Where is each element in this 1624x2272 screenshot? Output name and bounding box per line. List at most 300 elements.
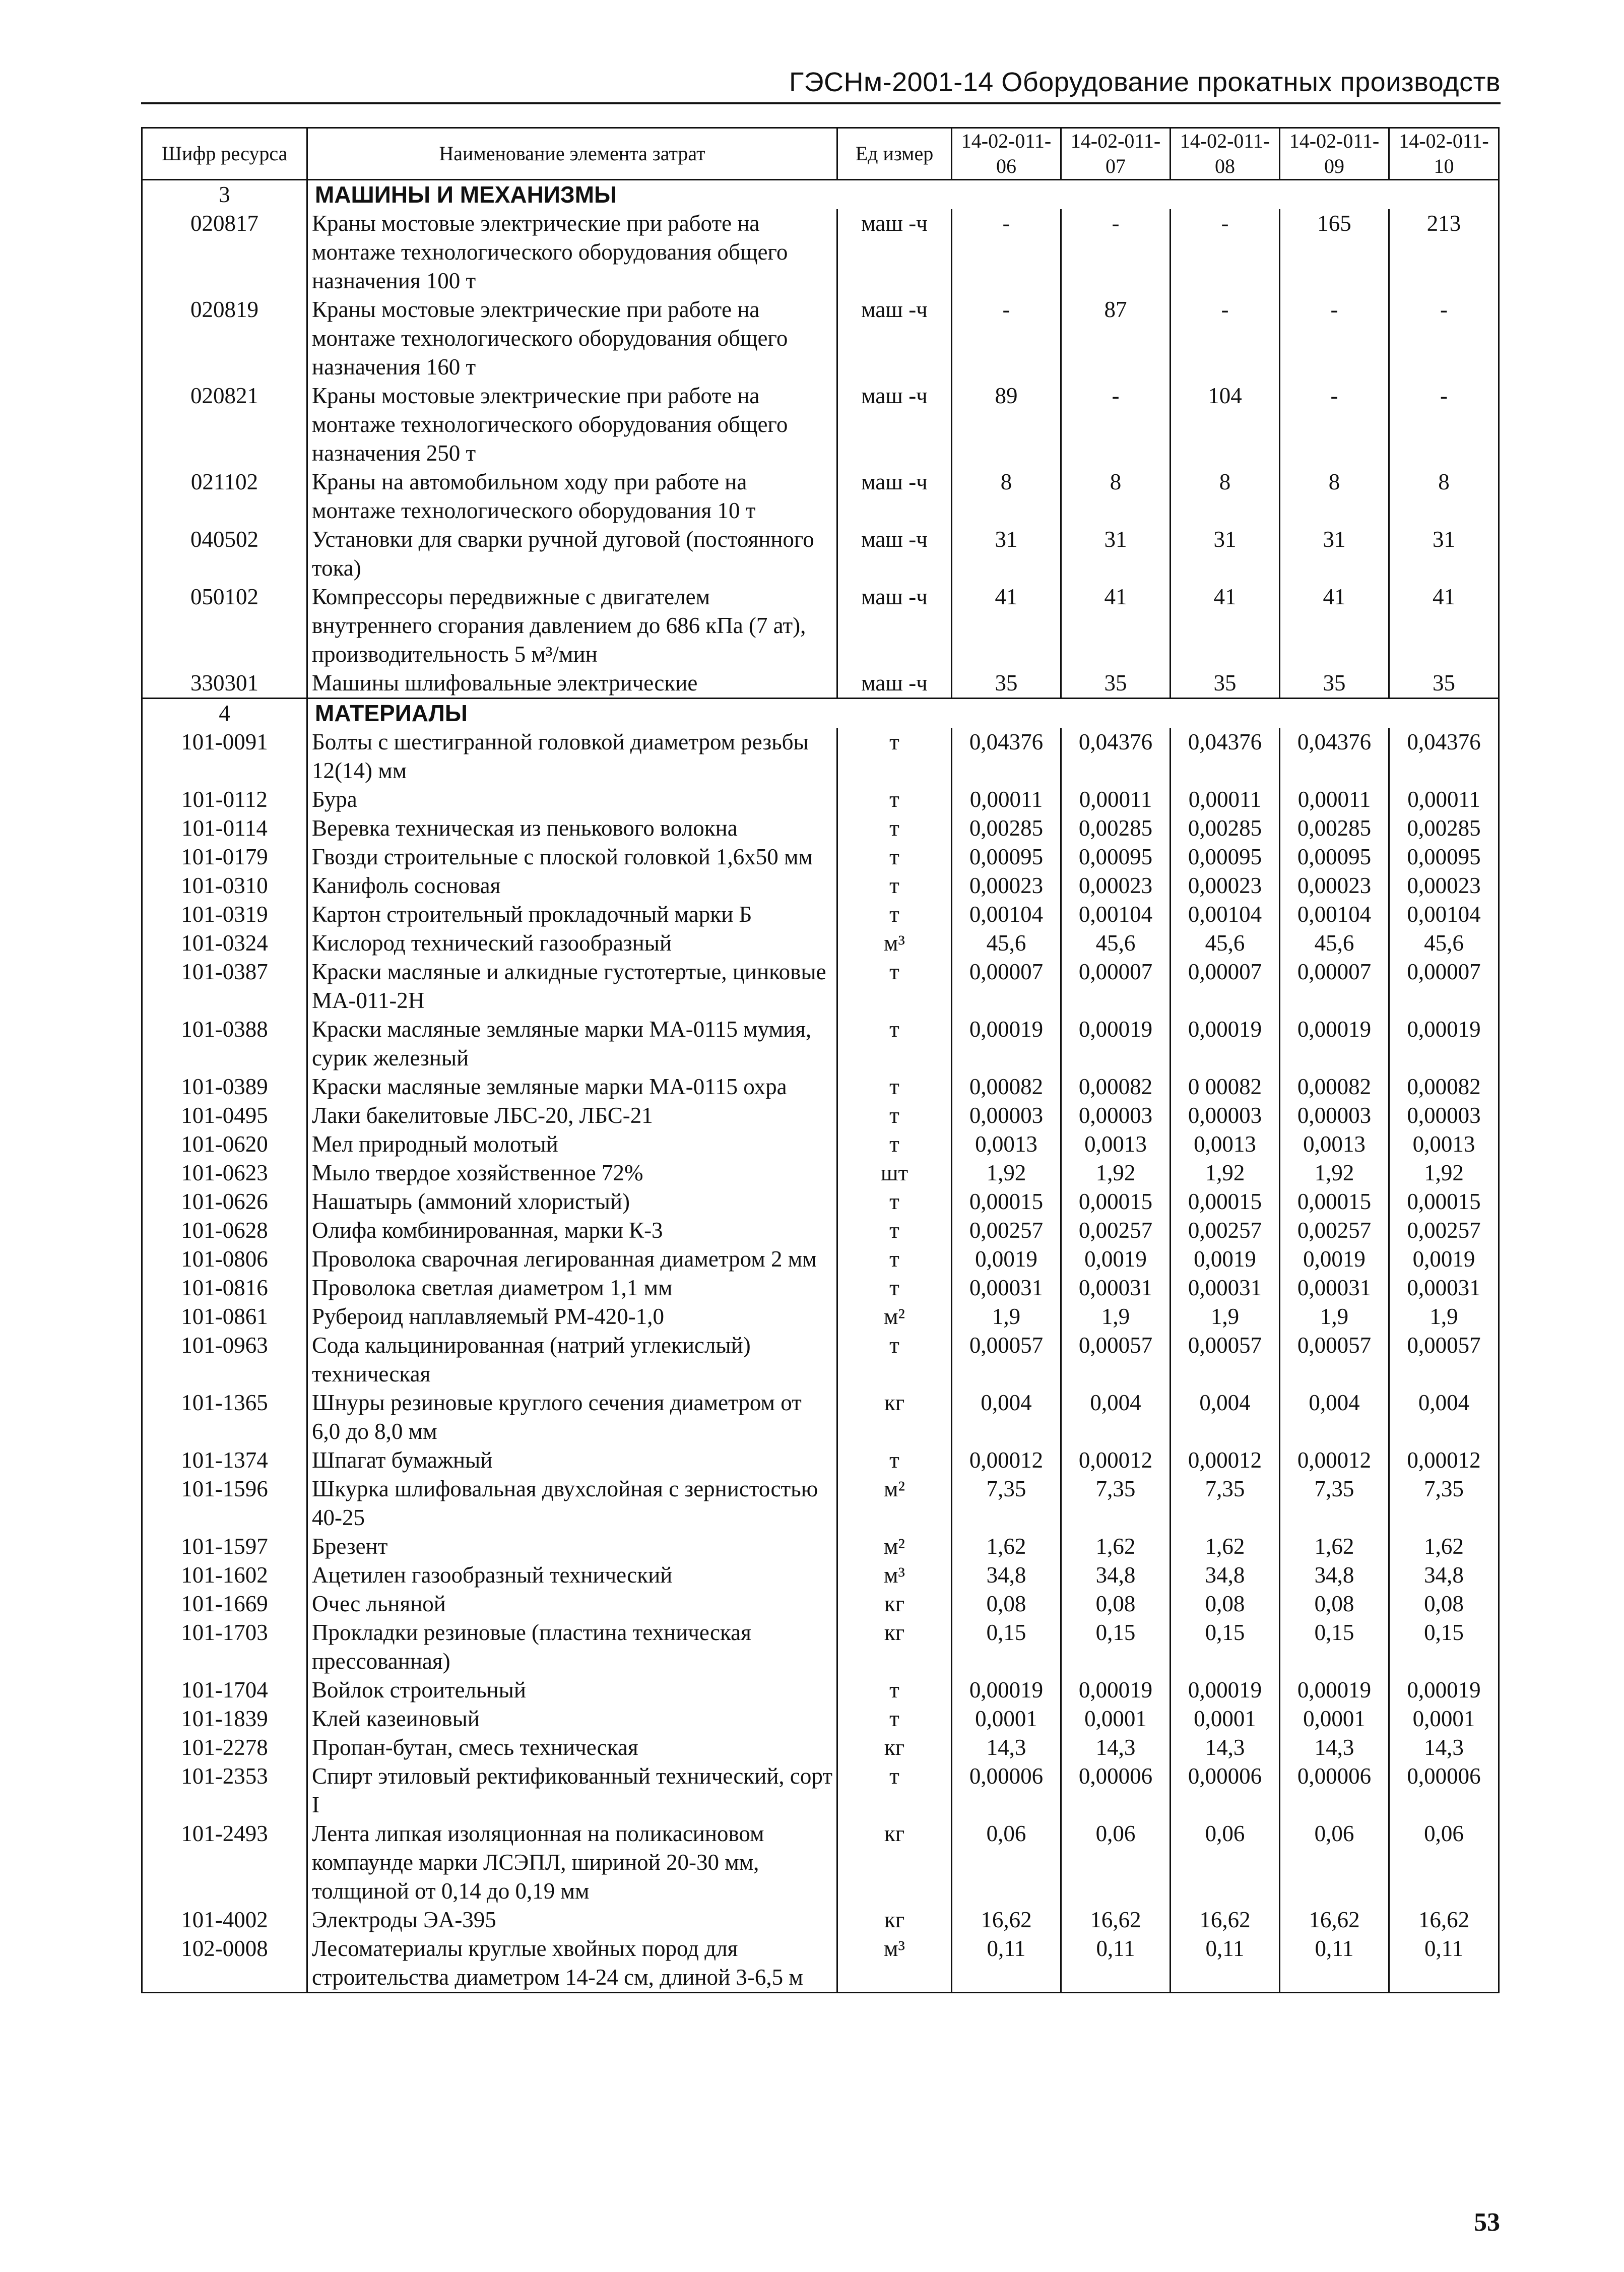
resource-name: Краски масляные и алкидные густотертые, цинковые МА-011-2Н xyxy=(307,958,837,1015)
resource-value: 0,00057 xyxy=(1171,1331,1280,1389)
table-row xyxy=(142,1676,1499,1705)
resource-value: 34,8 xyxy=(1171,1561,1280,1590)
resource-value: 0,00031 xyxy=(1280,1274,1389,1302)
resource-code: 101-0114 xyxy=(142,814,307,843)
resource-name: Болты с шестигранной головкой диаметром резьбы 12(14) мм xyxy=(307,728,837,785)
resource-value: 14,3 xyxy=(952,1733,1061,1762)
resource-name: Клей казеиновый xyxy=(307,1705,837,1733)
table-row xyxy=(142,1130,1499,1159)
resource-value: 0,15 xyxy=(1171,1618,1280,1676)
resource-value: 45,6 xyxy=(1171,929,1280,958)
table-row xyxy=(142,209,1499,295)
resource-value: 0,00095 xyxy=(1280,843,1389,871)
resource-code: 101-0112 xyxy=(142,785,307,814)
table-row xyxy=(142,871,1499,900)
resource-value: 0,004 xyxy=(1171,1389,1280,1446)
resource-code: 101-0628 xyxy=(142,1216,307,1245)
resource-value: 0,00019 xyxy=(1389,1015,1499,1072)
resource-value: 1,62 xyxy=(952,1532,1061,1561)
resource-value: 35 xyxy=(952,669,1061,699)
resource-value: 1,9 xyxy=(1280,1302,1389,1331)
resource-value: 0,06 xyxy=(1280,1819,1389,1906)
resource-value: 0,00019 xyxy=(952,1015,1061,1072)
resource-unit: т xyxy=(837,728,952,785)
table-row xyxy=(142,1101,1499,1130)
table-row xyxy=(142,1274,1499,1302)
resource-code: 101-1597 xyxy=(142,1532,307,1561)
resource-value: 0,00012 xyxy=(1280,1446,1389,1475)
resource-unit: т xyxy=(837,1216,952,1245)
resource-code: 101-0620 xyxy=(142,1130,307,1159)
resource-name: Сода кальцинированная (натрий углекислый) техническая xyxy=(307,1331,837,1389)
resource-value: 0,0013 xyxy=(952,1130,1061,1159)
resource-value: 16,62 xyxy=(1061,1906,1171,1934)
resource-value: 0,08 xyxy=(1061,1590,1171,1618)
resource-value: 0,00104 xyxy=(952,900,1061,929)
resource-value: 0,00023 xyxy=(1280,871,1389,900)
resource-value: 0,08 xyxy=(952,1590,1061,1618)
resource-value: 45,6 xyxy=(952,929,1061,958)
resource-code: 020819 xyxy=(142,295,307,382)
resource-value: 0,08 xyxy=(1171,1590,1280,1618)
resource-name: Краски масляные земляные марки МА-0115 мумия, сурик железный xyxy=(307,1015,837,1072)
resource-value: 0,00019 xyxy=(1280,1015,1389,1072)
resource-name: Нашатырь (аммоний хлористый) xyxy=(307,1187,837,1216)
column-header-14-02-011-09: 14-02-011-09 xyxy=(1280,128,1389,180)
resource-unit: т xyxy=(837,1130,952,1159)
resource-value: 41 xyxy=(1280,583,1389,669)
resource-value: 0,00257 xyxy=(1280,1216,1389,1245)
resource-value: 7,35 xyxy=(1280,1475,1389,1532)
table-row xyxy=(142,1819,1499,1906)
resource-name: Лаки бакелитовые ЛБС-20, ЛБС-21 xyxy=(307,1101,837,1130)
resource-unit: кг xyxy=(837,1819,952,1906)
resource-value: 0,0019 xyxy=(1171,1245,1280,1274)
resource-value: 0,00104 xyxy=(1061,900,1171,929)
resource-value: 0,00257 xyxy=(1389,1216,1499,1245)
table-row xyxy=(142,814,1499,843)
resource-value: 0,00011 xyxy=(1280,785,1389,814)
resource-value: 41 xyxy=(1389,583,1499,669)
resource-value: 165 xyxy=(1280,209,1389,295)
table-row xyxy=(142,1245,1499,1274)
resource-code: 040502 xyxy=(142,525,307,583)
table-row xyxy=(142,1561,1499,1590)
resource-code: 101-2493 xyxy=(142,1819,307,1906)
column-header-code: Шифр ресурса xyxy=(142,128,307,180)
resource-value: 104 xyxy=(1171,382,1280,468)
resource-code: 101-1669 xyxy=(142,1590,307,1618)
table-row xyxy=(142,958,1499,1015)
resource-code: 101-1365 xyxy=(142,1389,307,1446)
resource-name: Мел природный молотый xyxy=(307,1130,837,1159)
table-row xyxy=(142,468,1499,525)
resource-value: 0,00012 xyxy=(952,1446,1061,1475)
resource-code: 101-0623 xyxy=(142,1159,307,1187)
resource-value: 0,00015 xyxy=(1389,1187,1499,1216)
table-row xyxy=(142,900,1499,929)
resource-value: 0,00095 xyxy=(1061,843,1171,871)
resource-value: 0,00082 xyxy=(952,1072,1061,1101)
table-row xyxy=(142,669,1499,699)
resource-value: 0,06 xyxy=(1061,1819,1171,1906)
resource-value: 0,15 xyxy=(952,1618,1061,1676)
resource-code: 020817 xyxy=(142,209,307,295)
resource-code: 101-4002 xyxy=(142,1906,307,1934)
resource-value: 34,8 xyxy=(1389,1561,1499,1590)
resource-unit: м² xyxy=(837,1302,952,1331)
resource-value: 14,3 xyxy=(1171,1733,1280,1762)
resource-value: 45,6 xyxy=(1061,929,1171,958)
resource-value: 0,00015 xyxy=(952,1187,1061,1216)
resource-code: 101-0495 xyxy=(142,1101,307,1130)
resource-value: - xyxy=(1171,209,1280,295)
resource-code: 101-0310 xyxy=(142,871,307,900)
resource-value: 0,00095 xyxy=(1389,843,1499,871)
resource-unit: т xyxy=(837,871,952,900)
resource-value: 35 xyxy=(1389,669,1499,699)
resource-value: 45,6 xyxy=(1280,929,1389,958)
resource-value: 0,004 xyxy=(1280,1389,1389,1446)
resource-value: 0,00257 xyxy=(1171,1216,1280,1245)
resource-value: 0,00011 xyxy=(1389,785,1499,814)
resource-unit: т xyxy=(837,1762,952,1819)
resource-name: Краны мостовые электрические при работе на монтаже технологического оборудования общего назначения 250 т xyxy=(307,382,837,468)
resource-value: 0,00023 xyxy=(1389,871,1499,900)
resource-value: 0,0001 xyxy=(1280,1705,1389,1733)
resource-value: 0,00007 xyxy=(1280,958,1389,1015)
resource-name: Проволока сварочная легированная диаметром 2 мм xyxy=(307,1245,837,1274)
column-header-14-02-011-07: 14-02-011-07 xyxy=(1061,128,1171,180)
resource-unit: м³ xyxy=(837,1934,952,1993)
resource-value: 0,11 xyxy=(1171,1934,1280,1993)
resource-unit: шт xyxy=(837,1159,952,1187)
resource-value: 0,0001 xyxy=(952,1705,1061,1733)
resource-unit: маш -ч xyxy=(837,669,952,699)
resource-value: 0,0001 xyxy=(1171,1705,1280,1733)
resource-unit: кг xyxy=(837,1389,952,1446)
resource-code: 101-0319 xyxy=(142,900,307,929)
resource-value: 0,00015 xyxy=(1061,1187,1171,1216)
resource-name: Олифа комбинированная, марки К-3 xyxy=(307,1216,837,1245)
resource-value: 0,00095 xyxy=(952,843,1061,871)
resource-value: - xyxy=(1171,295,1280,382)
resource-unit: кг xyxy=(837,1906,952,1934)
resource-value: 0,0019 xyxy=(1061,1245,1171,1274)
resource-value: 0,00057 xyxy=(952,1331,1061,1389)
resource-name: Гвозди строительные с плоской головкой 1,6х50 мм xyxy=(307,843,837,871)
resource-value: - xyxy=(1280,295,1389,382)
resource-value: 0,00006 xyxy=(1280,1762,1389,1819)
resource-value: - xyxy=(952,209,1061,295)
resource-value: 31 xyxy=(1171,525,1280,583)
table-row xyxy=(142,1302,1499,1331)
resource-value: 16,62 xyxy=(952,1906,1061,1934)
section-header-row xyxy=(142,699,1499,728)
resource-value: 0,00095 xyxy=(1171,843,1280,871)
resource-value: 0,00006 xyxy=(952,1762,1061,1819)
resource-value: 1,62 xyxy=(1389,1532,1499,1561)
resource-value: 14,3 xyxy=(1061,1733,1171,1762)
resource-table xyxy=(141,127,1500,1993)
section-title: МАТЕРИАЛЫ xyxy=(307,699,1499,728)
table-row xyxy=(142,1389,1499,1446)
resource-name: Очес льняной xyxy=(307,1590,837,1618)
table-row xyxy=(142,1733,1499,1762)
resource-value: 14,3 xyxy=(1389,1733,1499,1762)
resource-value: 7,35 xyxy=(1171,1475,1280,1532)
table-row xyxy=(142,1705,1499,1733)
resource-unit: т xyxy=(837,900,952,929)
resource-value: 0,00003 xyxy=(952,1101,1061,1130)
resource-value: 0,00285 xyxy=(952,814,1061,843)
resource-value: - xyxy=(1061,209,1171,295)
table-row xyxy=(142,1015,1499,1072)
document-header-title: ГЭСНм-2001-14 Оборудование прокатных производств xyxy=(789,67,1501,97)
resource-value: - xyxy=(1389,295,1499,382)
resource-code: 101-0626 xyxy=(142,1187,307,1216)
resource-name: Проволока светлая диаметром 1,1 мм xyxy=(307,1274,837,1302)
resource-unit: маш -ч xyxy=(837,295,952,382)
resource-value: 0,00007 xyxy=(1061,958,1171,1015)
resource-value: 1,92 xyxy=(1389,1159,1499,1187)
table-row xyxy=(142,1216,1499,1245)
resource-name: Краны мостовые электрические при работе на монтаже технологического оборудования общего назначения 160 т xyxy=(307,295,837,382)
table-row xyxy=(142,1446,1499,1475)
resource-value: 1,92 xyxy=(1061,1159,1171,1187)
resource-value: 0,00015 xyxy=(1280,1187,1389,1216)
resource-value: - xyxy=(1280,382,1389,468)
resource-value: 0,00057 xyxy=(1389,1331,1499,1389)
resource-value: 0,15 xyxy=(1061,1618,1171,1676)
resource-value: 0,00003 xyxy=(1061,1101,1171,1130)
section-number: 4 xyxy=(142,699,307,728)
resource-value: 1,9 xyxy=(1061,1302,1171,1331)
resource-value: 1,62 xyxy=(1280,1532,1389,1561)
resource-value: 0,004 xyxy=(1389,1389,1499,1446)
resource-value: 0 00082 xyxy=(1171,1072,1280,1101)
resource-value: 0,00104 xyxy=(1171,900,1280,929)
resource-code: 101-1602 xyxy=(142,1561,307,1590)
resource-value: 0,00019 xyxy=(1171,1676,1280,1705)
resource-value: 41 xyxy=(952,583,1061,669)
resource-value: 0,08 xyxy=(1389,1590,1499,1618)
resource-value: 31 xyxy=(1061,525,1171,583)
resource-value: 0,00011 xyxy=(952,785,1061,814)
resource-value: 16,62 xyxy=(1389,1906,1499,1934)
resource-value: 1,92 xyxy=(1171,1159,1280,1187)
resource-value: 31 xyxy=(1280,525,1389,583)
table-row xyxy=(142,1475,1499,1532)
resource-value: 0,00057 xyxy=(1280,1331,1389,1389)
resource-value: 0,00015 xyxy=(1171,1187,1280,1216)
resource-value: 35 xyxy=(1280,669,1389,699)
resource-value: 0,00012 xyxy=(1389,1446,1499,1475)
resource-value: 0,00082 xyxy=(1389,1072,1499,1101)
resource-unit: маш -ч xyxy=(837,525,952,583)
resource-value: 0,11 xyxy=(1280,1934,1389,1993)
resource-value: 7,35 xyxy=(1061,1475,1171,1532)
resource-value: 0,08 xyxy=(1280,1590,1389,1618)
resource-value: 0,00011 xyxy=(1171,785,1280,814)
resource-value: - xyxy=(1389,382,1499,468)
resource-unit: т xyxy=(837,958,952,1015)
resource-code: 101-1374 xyxy=(142,1446,307,1475)
resource-value: 8 xyxy=(1171,468,1280,525)
resource-value: 41 xyxy=(1171,583,1280,669)
resource-value: 35 xyxy=(1061,669,1171,699)
resource-value: 0,00019 xyxy=(1061,1015,1171,1072)
resource-code: 101-2353 xyxy=(142,1762,307,1819)
section-number: 3 xyxy=(142,180,307,210)
resource-value: 0,00011 xyxy=(1061,785,1171,814)
table-row xyxy=(142,728,1499,785)
resource-name: Краски масляные земляные марки МА-0115 охра xyxy=(307,1072,837,1101)
table-row xyxy=(142,1187,1499,1216)
resource-value: 0,00019 xyxy=(1389,1676,1499,1705)
resource-value: 0,00023 xyxy=(952,871,1061,900)
resource-value: 0,00031 xyxy=(1171,1274,1280,1302)
column-header-name: Наименование элемента затрат xyxy=(307,128,837,180)
table-row xyxy=(142,525,1499,583)
resource-value: 1,92 xyxy=(952,1159,1061,1187)
resource-value: 0,00007 xyxy=(1171,958,1280,1015)
resource-value: 0,11 xyxy=(1061,1934,1171,1993)
table-row xyxy=(142,1072,1499,1101)
resource-value: 0,0019 xyxy=(952,1245,1061,1274)
resource-value: 213 xyxy=(1389,209,1499,295)
resource-name: Лента липкая изоляционная на поликасиновом компаунде марки ЛСЭПЛ, шириной 20-30 мм, толщиной от 0,14 до 0,19 мм xyxy=(307,1819,837,1906)
resource-name: Электроды ЭА-395 xyxy=(307,1906,837,1934)
resource-name: Рубероид наплавляемый РМ-420-1,0 xyxy=(307,1302,837,1331)
resource-unit: т xyxy=(837,1446,952,1475)
table-row xyxy=(142,785,1499,814)
resource-value: 0,004 xyxy=(952,1389,1061,1446)
resource-unit: т xyxy=(837,1274,952,1302)
resource-code: 101-1596 xyxy=(142,1475,307,1532)
resource-value: 0,00012 xyxy=(1171,1446,1280,1475)
resource-code: 101-0806 xyxy=(142,1245,307,1274)
resource-value: 0,00082 xyxy=(1280,1072,1389,1101)
table-row xyxy=(142,1590,1499,1618)
resource-value: 0,0013 xyxy=(1171,1130,1280,1159)
resource-unit: маш -ч xyxy=(837,583,952,669)
resource-value: 0,15 xyxy=(1389,1618,1499,1676)
table-row xyxy=(142,1762,1499,1819)
resource-unit: м³ xyxy=(837,1561,952,1590)
resource-value: 0,04376 xyxy=(952,728,1061,785)
resource-name: Бура xyxy=(307,785,837,814)
resource-unit: т xyxy=(837,1245,952,1274)
resource-name: Машины шлифовальные электрические xyxy=(307,669,837,699)
table-row xyxy=(142,1331,1499,1389)
resource-name: Компрессоры передвижные с двигателем внутреннего сгорания давлением до 686 кПа (7 ат), производительность 5 м³/мин xyxy=(307,583,837,669)
resource-value: 0,00007 xyxy=(1389,958,1499,1015)
resource-code: 101-2278 xyxy=(142,1733,307,1762)
resource-code: 101-0389 xyxy=(142,1072,307,1101)
table-row xyxy=(142,382,1499,468)
resource-value: 87 xyxy=(1061,295,1171,382)
resource-value: 0,00285 xyxy=(1061,814,1171,843)
resource-code: 330301 xyxy=(142,669,307,699)
section-title: МАШИНЫ И МЕХАНИЗМЫ xyxy=(307,180,1499,210)
resource-value: 34,8 xyxy=(1280,1561,1389,1590)
resource-value: 1,9 xyxy=(952,1302,1061,1331)
resource-name: Прокладки резиновые (пластина техническая прессованная) xyxy=(307,1618,837,1676)
resource-unit: т xyxy=(837,1187,952,1216)
resource-value: 0,00007 xyxy=(952,958,1061,1015)
resource-unit: кг xyxy=(837,1733,952,1762)
resource-name: Веревка техническая из пенькового волокна xyxy=(307,814,837,843)
resource-value: 89 xyxy=(952,382,1061,468)
resource-unit: кг xyxy=(837,1618,952,1676)
resource-value: 0,0013 xyxy=(1061,1130,1171,1159)
resource-name: Краны мостовые электрические при работе на монтаже технологического оборудования общего назначения 100 т xyxy=(307,209,837,295)
table-row xyxy=(142,295,1499,382)
resource-code: 101-1839 xyxy=(142,1705,307,1733)
resource-value: 0,00257 xyxy=(952,1216,1061,1245)
resource-value: 0,00006 xyxy=(1061,1762,1171,1819)
resource-name: Спирт этиловый ректификованный технический, сорт I xyxy=(307,1762,837,1819)
table-row xyxy=(142,843,1499,871)
resource-value: 0,11 xyxy=(1389,1934,1499,1993)
resource-value: - xyxy=(1061,382,1171,468)
resource-value: 7,35 xyxy=(1389,1475,1499,1532)
resource-name: Пропан-бутан, смесь техническая xyxy=(307,1733,837,1762)
resource-unit: т xyxy=(837,1101,952,1130)
resource-value: 0,00006 xyxy=(1389,1762,1499,1819)
resource-code: 101-0387 xyxy=(142,958,307,1015)
table-row xyxy=(142,929,1499,958)
resource-value: 8 xyxy=(1061,468,1171,525)
column-header-14-02-011-10: 14-02-011-10 xyxy=(1389,128,1499,180)
resource-unit: т xyxy=(837,843,952,871)
resource-unit: маш -ч xyxy=(837,382,952,468)
resource-value: 31 xyxy=(1389,525,1499,583)
resource-name: Кислород технический газообразный xyxy=(307,929,837,958)
resource-value: 0,00003 xyxy=(1171,1101,1280,1130)
resource-name: Ацетилен газообразный технический xyxy=(307,1561,837,1590)
column-header-14-02-011-08: 14-02-011-08 xyxy=(1171,128,1280,180)
resource-value: 0,00003 xyxy=(1280,1101,1389,1130)
resource-value: 0,00031 xyxy=(1061,1274,1171,1302)
resource-value: 0,00031 xyxy=(952,1274,1061,1302)
resource-value: 0,00019 xyxy=(952,1676,1061,1705)
resource-value: 1,62 xyxy=(1171,1532,1280,1561)
resource-unit: т xyxy=(837,1331,952,1389)
resource-code: 101-0816 xyxy=(142,1274,307,1302)
resource-value: 0,00023 xyxy=(1171,871,1280,900)
resource-name: Краны на автомобильном ходу при работе на монтаже технологического оборудования 10 т xyxy=(307,468,837,525)
table-row xyxy=(142,1532,1499,1561)
resource-name: Войлок строительный xyxy=(307,1676,837,1705)
resource-unit: т xyxy=(837,1705,952,1733)
resource-value: 0,00006 xyxy=(1171,1762,1280,1819)
resource-unit: т xyxy=(837,1015,952,1072)
resource-name: Шпагат бумажный xyxy=(307,1446,837,1475)
resource-value: 1,9 xyxy=(1171,1302,1280,1331)
resource-value: 34,8 xyxy=(952,1561,1061,1590)
resource-value: 0,0001 xyxy=(1389,1705,1499,1733)
resource-value: 16,62 xyxy=(1171,1906,1280,1934)
resource-value: 0,04376 xyxy=(1389,728,1499,785)
resource-unit: м² xyxy=(837,1532,952,1561)
table-row xyxy=(142,1159,1499,1187)
resource-value: 0,00019 xyxy=(1171,1015,1280,1072)
resource-value: 41 xyxy=(1061,583,1171,669)
section-header-row xyxy=(142,180,1499,210)
resource-unit: м² xyxy=(837,1475,952,1532)
